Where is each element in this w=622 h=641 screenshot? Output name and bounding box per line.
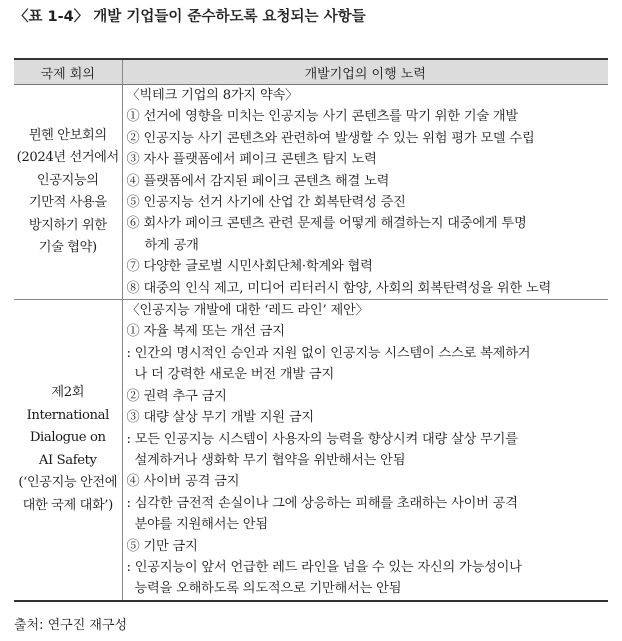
requirements-table (14, 58, 608, 602)
list-item: ③ 대량 살상 무기 개발 지원 금지 (126, 410, 314, 426)
section-heading: 〈인공지능 개발에 대한 ‘레드 라인’ 제안〉 (126, 303, 369, 319)
list-item: ① 자율 복제 또는 개선 금지 (126, 324, 285, 340)
org-line: 제2회 (51, 385, 85, 401)
list-item: ④ 사이버 공격 금지 (126, 474, 240, 490)
list-item-detail: : 심각한 금전적 손실이나 그에 상응하는 피해를 초래하는 사이버 공격 (126, 495, 518, 511)
list-item: ① 선거에 영향을 미치는 인공지능 사기 콘텐츠를 막기 위한 기술 개발 (126, 109, 518, 125)
org-line: (2024년 선거에서 (16, 150, 119, 166)
header-international-meeting: 국제 회의 (14, 59, 122, 85)
items-cell-idais (122, 300, 608, 601)
section-heading: 〈빅테크 기업의 8가지 약속〉 (126, 88, 299, 103)
table-header-row (14, 59, 608, 85)
items-cell-munich (122, 85, 608, 300)
org-line: 인공지능의 (36, 172, 99, 188)
list-item-continuation: 설계하거나 생화학 무기 협약을 위반해서는 안됨 (134, 452, 406, 468)
list-item-continuation: 능력을 오해하도록 의도적으로 기만해서는 안됨 (134, 581, 402, 597)
org-line: 기만적 사용을 (28, 195, 107, 211)
org-line: Dialogue on (29, 430, 106, 446)
list-item-continuation: 나 더 강력한 새로운 버전 개발 금지 (134, 367, 334, 383)
org-cell-idais (14, 300, 122, 601)
list-item: ③ 자사 플랫폼에서 페이크 콘텐츠 탐지 노력 (126, 152, 377, 168)
org-line: (‘인공지능 안전에 (18, 475, 118, 491)
list-item: ⑥ 회사가 페이크 콘텐츠 관련 문제를 어떻게 해결하는지 대중에게 투명 (126, 216, 527, 232)
table-row-idais (14, 300, 608, 601)
table-row-munich (14, 85, 608, 300)
list-item: ⑤ 기만 금지 (126, 538, 198, 554)
list-item: ⑧ 대중의 인식 제고, 미디어 리터러시 함양, 사회의 회복탄력성을 위한 노력 (126, 280, 552, 296)
header-developer-efforts: 개발기업의 이행 노력 (122, 59, 608, 85)
org-line: 방지하기 위한 (28, 217, 107, 233)
list-item-detail: : 모든 인공지능 시스템이 사용자의 능력을 향상시켜 대량 살상 무기를 (126, 431, 518, 447)
org-line: AI Safety (38, 452, 97, 468)
org-line: International (26, 407, 109, 423)
org-line: 대한 국제 대화’) (22, 497, 113, 513)
org-line: 기술 협약) (38, 240, 97, 256)
list-item-detail: : 인공지능이 앞서 언급한 레드 라인을 넘을 수 있는 자신의 가능성이나 (126, 559, 522, 575)
list-item-continuation: 분야를 지원해서는 안됨 (134, 517, 268, 533)
org-cell-munich (14, 85, 122, 300)
list-item-detail: : 인간의 명시적인 승인과 지원 없이 인공지능 시스템이 스스로 복제하거 (126, 345, 531, 361)
table-caption: 〈표 1-4〉 개발 기업들이 준수하도록 요청되는 사항들 (14, 9, 366, 25)
list-item: ② 권력 추구 금지 (126, 388, 227, 404)
list-item: ⑤ 인공지능 선거 사기에 산업 간 회복탄력성 증진 (126, 195, 406, 211)
list-item: ⑦ 다양한 글로벌 시민사회단체·학계와 협력 (126, 259, 373, 275)
list-item-continuation: 하게 공개 (144, 237, 199, 253)
list-item: ④ 플랫폼에서 감지된 페이크 콘텐츠 해결 노력 (126, 173, 390, 189)
source-note: 출처: 연구진 재구성 (14, 618, 128, 633)
list-item: ② 인공지능 사기 콘텐츠와 관련하여 발생할 수 있는 위험 평가 모델 수립 (126, 130, 535, 146)
org-line: 뮌헨 안보회의 (28, 127, 107, 143)
